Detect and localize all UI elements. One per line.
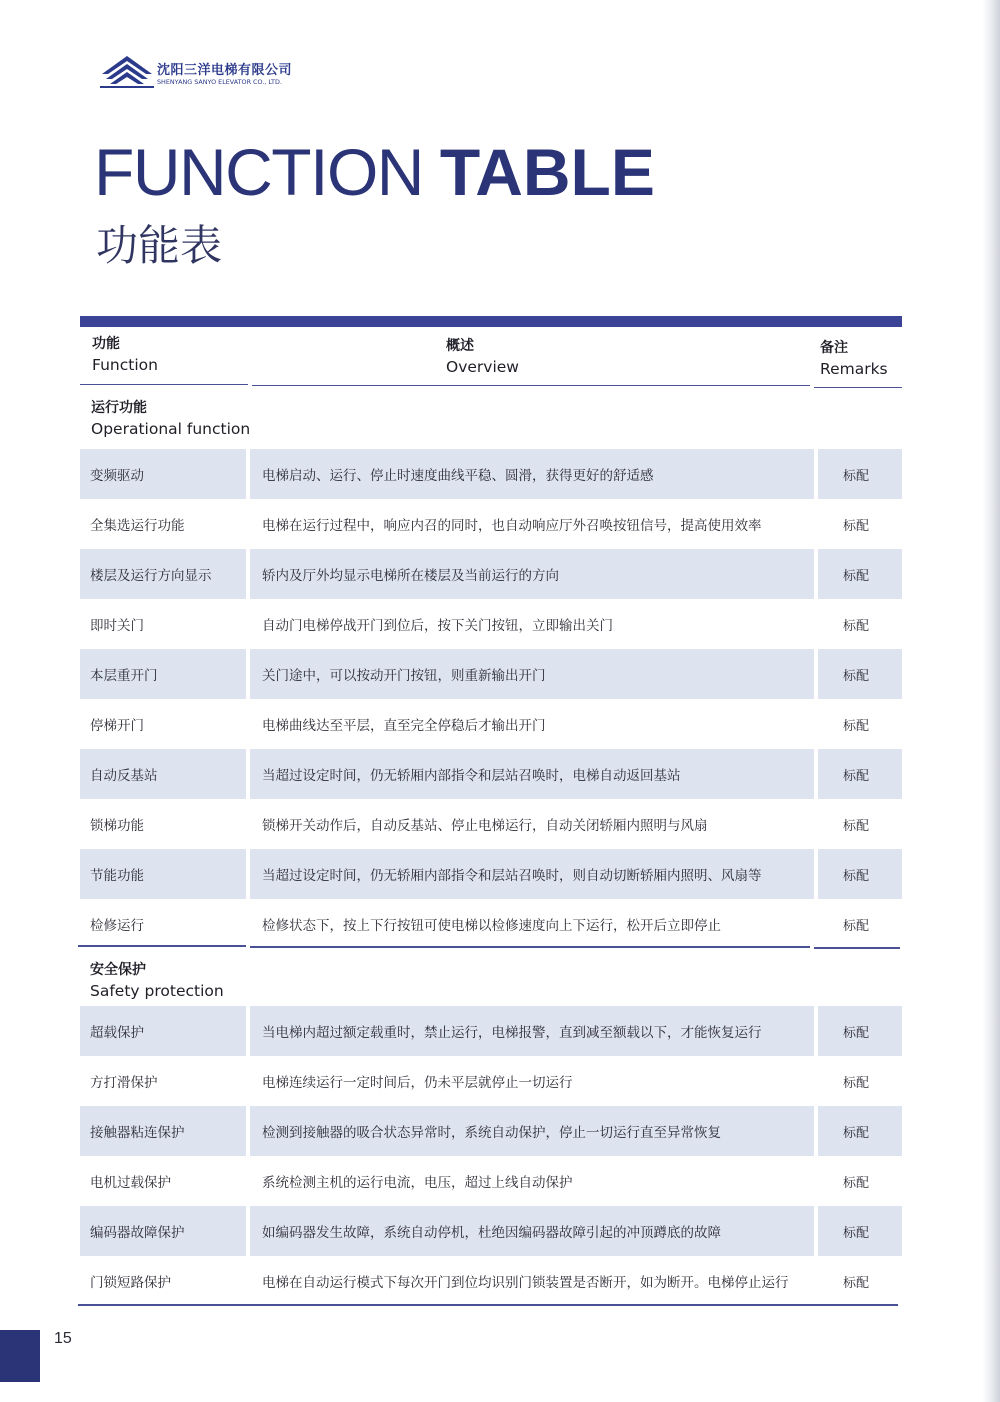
table-row [80, 1156, 902, 1206]
remarks-cell: 标配 [843, 1275, 870, 1291]
header-function-en: Function [92, 356, 158, 374]
table-row [80, 699, 902, 749]
page-corner-block [0, 1330, 40, 1382]
remarks-cell: 标配 [843, 1025, 870, 1041]
stacked-roof-logo-icon [100, 54, 154, 90]
function-cell: 楼层及运行方向显示 [90, 568, 212, 584]
overview-cell: 电梯启动、运行、停止时速度曲线平稳、圆滑，获得更好的舒适感 [262, 468, 654, 484]
page-number: 15 [54, 1330, 72, 1347]
overview-cell: 锁梯开关动作后，自动反基站、停止电梯运行，自动关闭轿厢内照明与风扇 [262, 818, 708, 834]
remarks-cell: 标配 [843, 1125, 870, 1141]
overview-cell: 电梯在自动运行模式下每次开门到位均识别门锁装置是否断开，如为断开。电梯停止运行 [262, 1275, 789, 1291]
page-subtitle: 功能表 [96, 221, 223, 270]
remarks-cell: 标配 [843, 468, 870, 484]
function-cell: 超载保护 [90, 1025, 144, 1041]
table-row [80, 599, 902, 649]
header-function-cn: 功能 [92, 336, 120, 352]
table-row [80, 1106, 902, 1156]
function-cell: 电机过载保护 [90, 1175, 171, 1191]
overview-cell: 电梯曲线达至平层，直至完全停稳后才输出开门 [262, 718, 546, 734]
remarks-cell: 标配 [843, 668, 870, 684]
section-title-en: Operational function [91, 420, 251, 438]
table-row [80, 1206, 902, 1256]
header-divider [80, 384, 248, 385]
remarks-cell: 标配 [843, 1075, 870, 1091]
section-title-cn: 安全保护 [90, 962, 146, 978]
company-name-cn: 沈阳三洋电梯有限公司 [157, 63, 293, 78]
table-row [80, 499, 902, 549]
remarks-cell: 标配 [843, 518, 870, 534]
table-row [80, 749, 902, 799]
page-title [94, 136, 655, 208]
function-cell: 即时关门 [90, 618, 144, 634]
table-row [80, 649, 902, 699]
function-cell: 锁梯功能 [90, 818, 144, 834]
header-overview-en: Overview [446, 358, 519, 376]
remarks-cell: 标配 [843, 568, 870, 584]
overview-cell: 检修状态下，按上下行按钮可使电梯以检修速度向上下运行，松开后立即停止 [262, 918, 721, 934]
function-cell: 自动反基站 [90, 768, 158, 784]
header-remarks [820, 338, 888, 380]
function-cell: 方打滑保护 [90, 1075, 158, 1091]
function-cell: 编码器故障保护 [90, 1225, 185, 1241]
remarks-cell: 标配 [843, 718, 870, 734]
remarks-cell: 标配 [843, 918, 870, 934]
remarks-cell: 标配 [843, 1175, 870, 1191]
table-top-bar [80, 316, 902, 327]
table-row [80, 1006, 902, 1056]
overview-cell: 检测到接触器的吸合状态异常时，系统自动保护，停止一切运行直至异常恢复 [262, 1125, 721, 1141]
header-divider [252, 385, 810, 386]
section-title-cn: 运行功能 [91, 400, 147, 416]
section-divider [78, 945, 246, 947]
section-safety [90, 960, 224, 1002]
function-cell: 本层重开门 [90, 668, 158, 684]
function-cell: 变频驱动 [90, 468, 144, 484]
section-operational [91, 398, 250, 440]
remarks-cell: 标配 [843, 768, 870, 784]
header-remarks-en: Remarks [820, 360, 888, 378]
overview-cell: 当超过设定时间，仍无轿厢内部指令和层站召唤时，则自动切断轿厢内照明、风扇等 [262, 868, 762, 884]
page-title-part2: TABLE [439, 135, 655, 209]
overview-cell: 如编码器发生故障，系统自动停机，杜绝因编码器故障引起的冲顶蹲底的故障 [262, 1225, 721, 1241]
header-overview [446, 336, 519, 378]
section-title-en: Safety protection [90, 982, 224, 1000]
overview-cell: 轿内及厅外均显示电梯所在楼层及当前运行的方向 [262, 568, 559, 584]
table-row [80, 899, 902, 949]
remarks-cell: 标配 [843, 618, 870, 634]
company-name-en: SHENYANG SANYO ELEVATOR CO., LTD. [157, 78, 282, 86]
table-row [80, 549, 902, 599]
page-title-part1: FUNCTION [94, 135, 423, 209]
overview-cell: 电梯连续运行一定时间后，仍未平层就停止一切运行 [262, 1075, 573, 1091]
function-cell: 节能功能 [90, 868, 144, 884]
company-logo [100, 54, 320, 94]
section-divider [814, 947, 900, 949]
overview-cell: 关门途中，可以按动开门按钮，则重新输出开门 [262, 668, 546, 684]
function-cell: 停梯开门 [90, 718, 144, 734]
function-cell: 门锁短路保护 [90, 1275, 171, 1291]
table-row [80, 799, 902, 849]
overview-cell: 系统检测主机的运行电流，电压，超过上线自动保护 [262, 1175, 573, 1191]
table-row [80, 849, 902, 899]
function-cell: 检修运行 [90, 918, 144, 934]
header-remarks-cn: 备注 [820, 340, 848, 356]
section-divider [250, 946, 810, 948]
header-overview-cn: 概述 [446, 338, 474, 354]
overview-cell: 电梯在运行过程中，响应内召的同时，也自动响应厅外召唤按钮信号，提高使用效率 [262, 518, 762, 534]
overview-cell: 当超过设定时间，仍无轿厢内部指令和层站召唤时，电梯自动返回基站 [262, 768, 681, 784]
table-row [80, 1056, 902, 1106]
function-cell: 全集选运行功能 [90, 518, 185, 534]
remarks-cell: 标配 [843, 868, 870, 884]
remarks-cell: 标配 [843, 818, 870, 834]
function-cell: 接触器粘连保护 [90, 1125, 185, 1141]
table-row [80, 449, 902, 499]
header-divider [814, 387, 902, 388]
overview-cell: 自动门电梯停战开门到位后，按下关门按钮，立即输出关门 [262, 618, 613, 634]
table-row [80, 1256, 902, 1306]
remarks-cell: 标配 [843, 1225, 870, 1241]
header-function [92, 334, 158, 376]
overview-cell: 当电梯内超过额定载重时，禁止运行，电梯报警，直到减至额载以下，才能恢复运行 [262, 1025, 762, 1041]
page-edge-shadow [982, 0, 1000, 1402]
table-bottom-line [78, 1304, 898, 1306]
